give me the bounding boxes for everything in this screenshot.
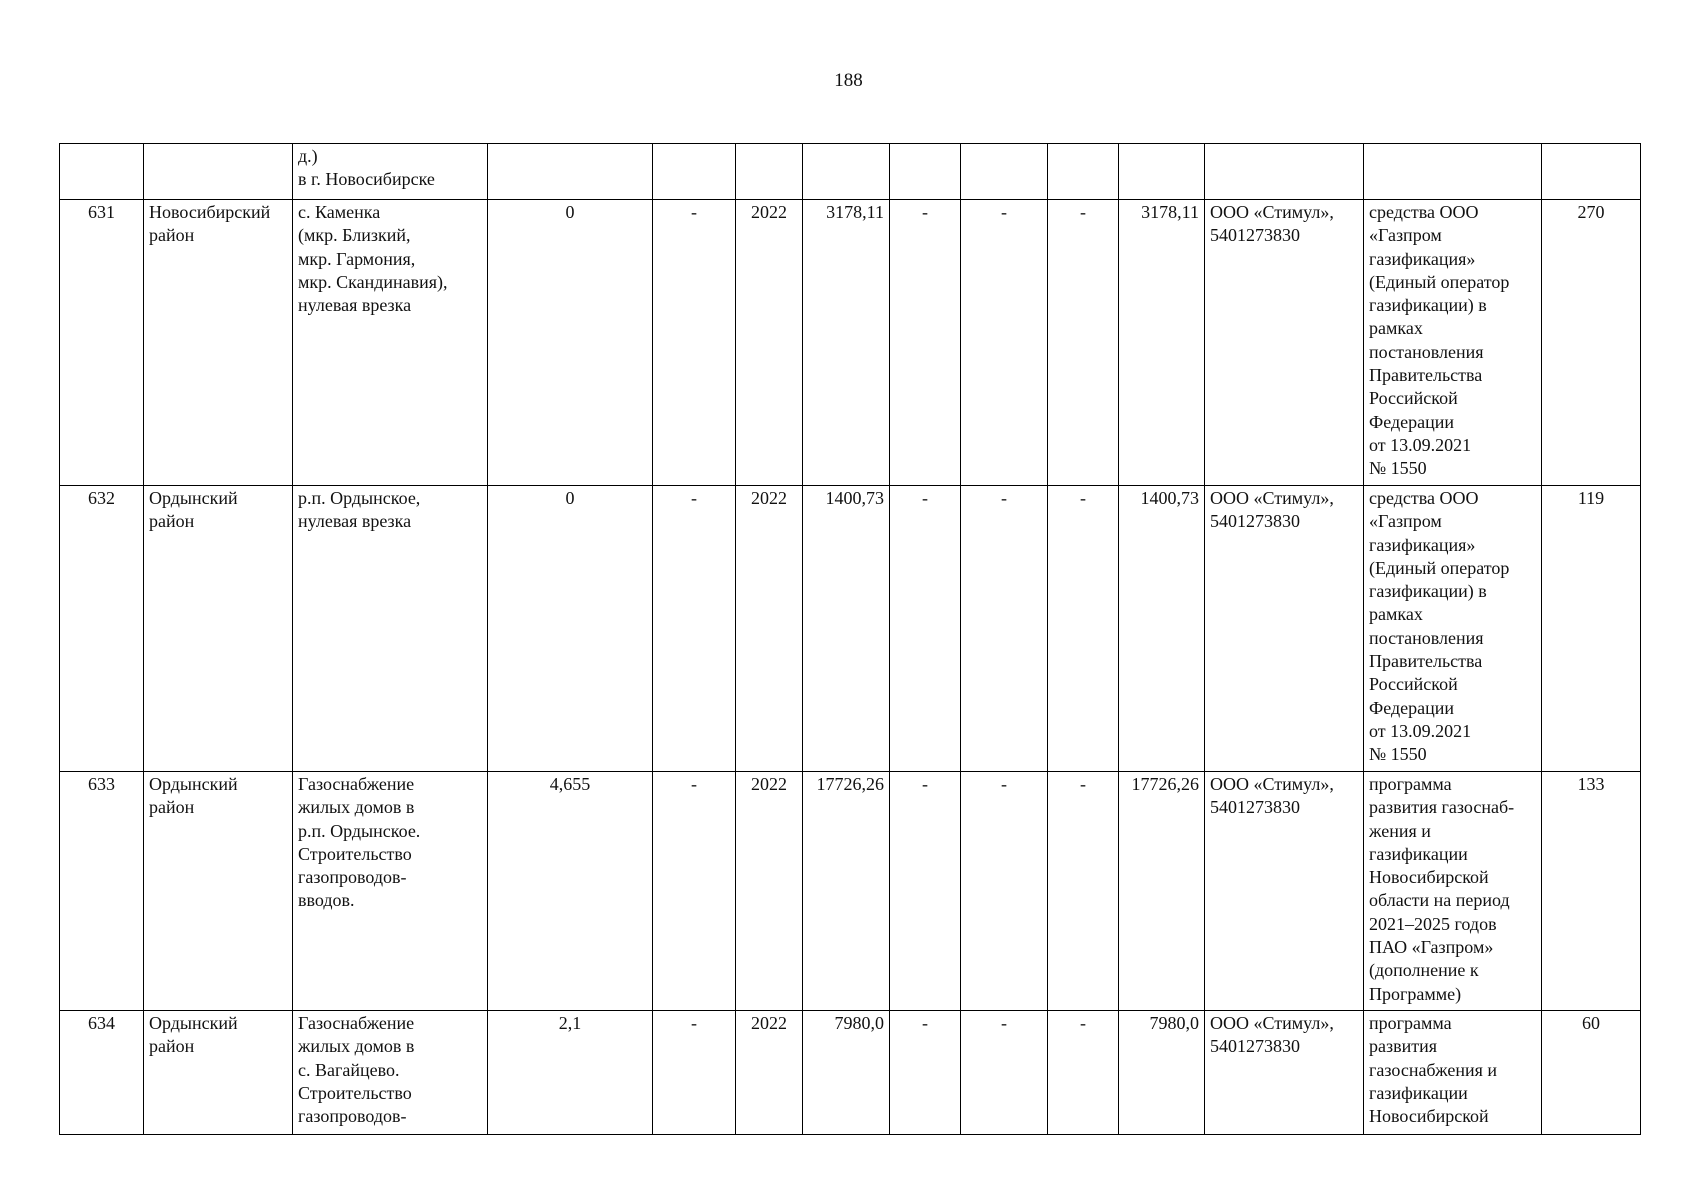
cell-c8: - xyxy=(890,200,961,486)
table-row xyxy=(60,1011,1641,1135)
cell-district: Ордынский район xyxy=(144,1011,293,1135)
cell-executor xyxy=(1205,144,1364,200)
cell-c10 xyxy=(1048,144,1119,200)
table-row xyxy=(60,486,1641,772)
cell-length xyxy=(488,144,653,200)
cell-c11: 1400,73 xyxy=(1119,486,1205,772)
cell-district: Ордынский район xyxy=(144,772,293,1011)
cell-length: 0 xyxy=(488,200,653,486)
cell-num: 632 xyxy=(60,486,144,772)
cell-c7 xyxy=(803,144,890,200)
cell-num: 634 xyxy=(60,1011,144,1135)
cell-last: 60 xyxy=(1542,1011,1641,1135)
cell-c7: 17726,26 xyxy=(803,772,890,1011)
cell-c10: - xyxy=(1048,772,1119,1011)
cell-object: р.п. Ордынское, нулевая врезка xyxy=(293,486,488,772)
cell-object: Газоснабжение жилых домов в р.п. Ордынское. Строительство газопроводов- вводов. xyxy=(293,772,488,1011)
cell-num: 633 xyxy=(60,772,144,1011)
cell-last: 133 xyxy=(1542,772,1641,1011)
cell-num: 631 xyxy=(60,200,144,486)
cell-c9: - xyxy=(961,200,1048,486)
cell-c10: - xyxy=(1048,1011,1119,1135)
cell-source: средства ООО «Газпром газификация» (Единый оператор газификации) в рамках постановления Правительства Российской Федерации от 13.09.2021 № 1550 xyxy=(1364,200,1542,486)
cell-c11: 7980,0 xyxy=(1119,1011,1205,1135)
cell-last: 119 xyxy=(1542,486,1641,772)
cell-c7: 7980,0 xyxy=(803,1011,890,1135)
cell-executor: ООО «Стимул», 5401273830 xyxy=(1205,772,1364,1011)
gasification-table xyxy=(59,143,1641,1135)
cell-year: 2022 xyxy=(736,486,803,772)
cell-district: Новосибирский район xyxy=(144,200,293,486)
cell-source: программа развития газоснаб- жения и газификации Новосибирской области на период 2021–2025 годов ПАО «Газпром» (дополнение к Программе) xyxy=(1364,772,1542,1011)
page-number: 188 xyxy=(834,70,863,91)
cell-c8: - xyxy=(890,1011,961,1135)
table-row-continuation xyxy=(60,144,1641,200)
table-row xyxy=(60,772,1641,1011)
cell-object: Газоснабжение жилых домов в с. Вагайцево. Строительство газопроводов- xyxy=(293,1011,488,1135)
cell-year: 2022 xyxy=(736,1011,803,1135)
table-row xyxy=(60,200,1641,486)
cell-last xyxy=(1542,144,1641,200)
cell-length: 2,1 xyxy=(488,1011,653,1135)
cell-executor: ООО «Стимул», 5401273830 xyxy=(1205,486,1364,772)
cell-source xyxy=(1364,144,1542,200)
cell-c8: - xyxy=(890,486,961,772)
cell-c10: - xyxy=(1048,486,1119,772)
cell-executor: ООО «Стимул», 5401273830 xyxy=(1205,200,1364,486)
cell-c9: - xyxy=(961,1011,1048,1135)
cell-c5: - xyxy=(653,772,736,1011)
cell-district: Ордынский район xyxy=(144,486,293,772)
cell-executor: ООО «Стимул», 5401273830 xyxy=(1205,1011,1364,1135)
cell-num xyxy=(60,144,144,200)
cell-year: 2022 xyxy=(736,200,803,486)
cell-year: 2022 xyxy=(736,772,803,1011)
cell-c9 xyxy=(961,144,1048,200)
cell-source: средства ООО «Газпром газификация» (Единый оператор газификации) в рамках постановления Правительства Российской Федерации от 13.09.2021 № 1550 xyxy=(1364,486,1542,772)
cell-c5: - xyxy=(653,1011,736,1135)
cell-c11 xyxy=(1119,144,1205,200)
cell-year xyxy=(736,144,803,200)
cell-district xyxy=(144,144,293,200)
cell-object: д.) в г. Новосибирске xyxy=(293,144,488,200)
cell-last: 270 xyxy=(1542,200,1641,486)
cell-c9: - xyxy=(961,772,1048,1011)
cell-c8 xyxy=(890,144,961,200)
cell-source: программа развития газоснабжения и газификации Новосибирской xyxy=(1364,1011,1542,1135)
cell-c11: 3178,11 xyxy=(1119,200,1205,486)
cell-c5 xyxy=(653,144,736,200)
cell-c10: - xyxy=(1048,200,1119,486)
cell-object: с. Каменка (мкр. Близкий, мкр. Гармония, мкр. Скандинавия), нулевая врезка xyxy=(293,200,488,486)
cell-length: 4,655 xyxy=(488,772,653,1011)
cell-c7: 3178,11 xyxy=(803,200,890,486)
cell-c9: - xyxy=(961,486,1048,772)
cell-c5: - xyxy=(653,200,736,486)
cell-c5: - xyxy=(653,486,736,772)
cell-c8: - xyxy=(890,772,961,1011)
cell-c11: 17726,26 xyxy=(1119,772,1205,1011)
cell-length: 0 xyxy=(488,486,653,772)
cell-c7: 1400,73 xyxy=(803,486,890,772)
